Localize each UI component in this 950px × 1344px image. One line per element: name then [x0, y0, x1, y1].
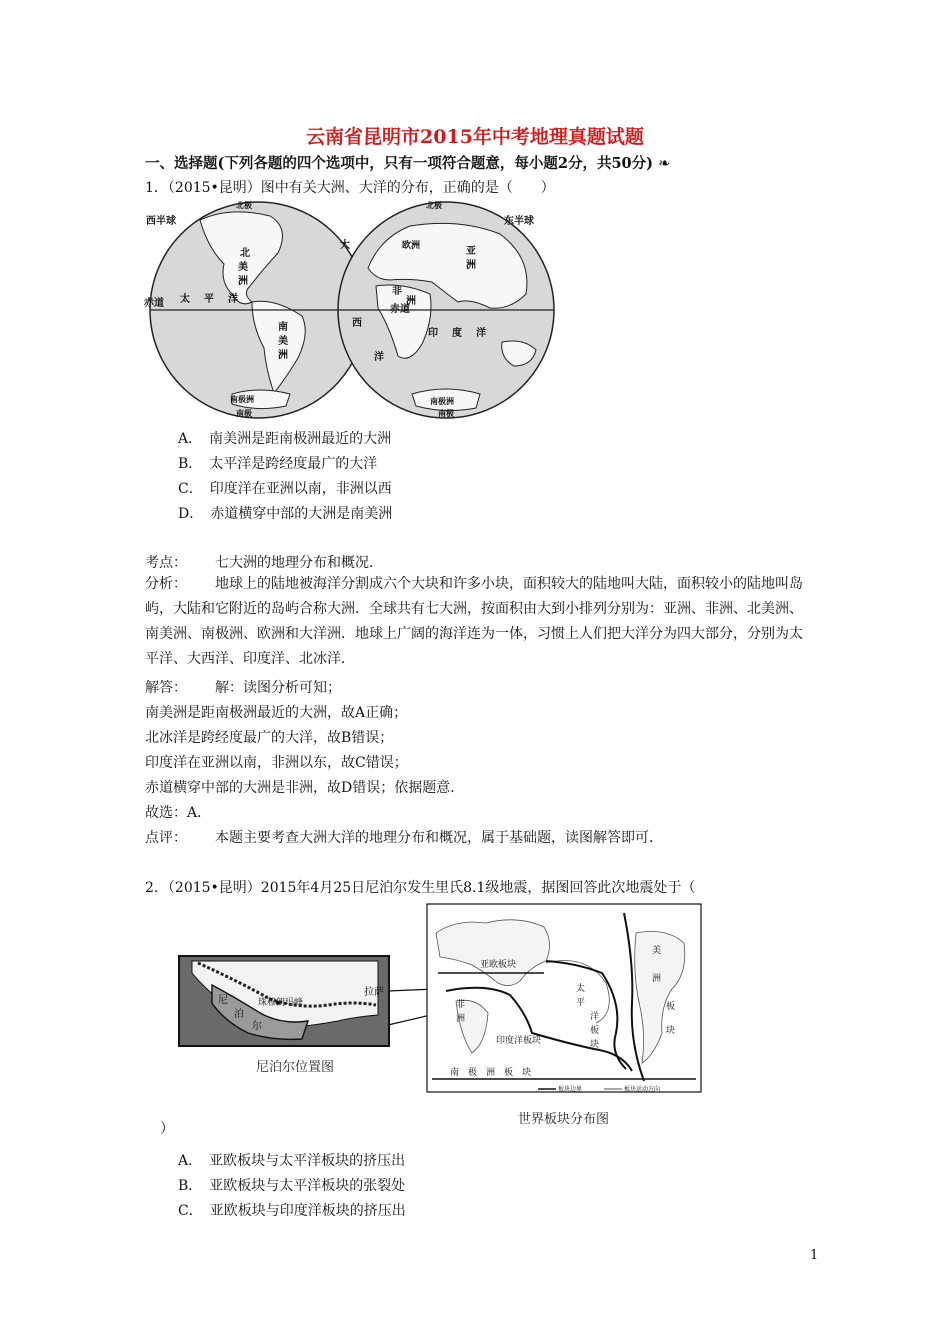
answer-line-4: 赤道横穿中部的大洲是非洲，故D错误；依据题意． — [145, 780, 465, 796]
label-pacific-plate-4: 板 — [590, 1026, 600, 1036]
label-indian-3: 洋 — [476, 328, 486, 339]
section-heading-text: 一、选择题(下列各题的四个选项中，只有一项符合题意，每小题2分，共50分) — [145, 155, 653, 172]
answer-line-3: 印度洋在亚洲以南，非洲以东，故C错误； — [145, 755, 408, 771]
label-equator-east: 赤道 — [390, 304, 410, 315]
label-lhasa: 拉萨 — [364, 987, 384, 998]
q2-stem: 2．（2015•昆明）2015年4月25日尼泊尔发生里氏8.1级地震，据图回答此次地震处于（ — [145, 880, 696, 896]
q1-option-b: B． 太平洋是跨经度最广的大洋 — [178, 456, 378, 472]
page-title: 云南省昆明市2015年中考地理真题试题 — [306, 126, 644, 148]
decorative-ornament-icon: ❧ — [658, 156, 671, 172]
label-south-america-2: 美 — [278, 336, 288, 347]
q1-option-a: A． 南美洲是距南极洲最近的大洲 — [178, 431, 392, 447]
label-equator-west: 赤道 — [144, 298, 164, 309]
q1-fenxi — [145, 572, 810, 672]
eastern-hemisphere — [338, 202, 554, 418]
label-nepal-1: 尼 — [218, 995, 228, 1006]
label-eurasian-plate: 亚欧板块 — [480, 960, 517, 970]
world-plate-map — [426, 903, 702, 1093]
q1-jieda — [145, 677, 341, 697]
q2-option-c: C． 亚欧板块与印度洋板块的挤压出 — [178, 1203, 406, 1219]
label-indian-2: 度 — [452, 328, 462, 339]
q2-option-a: A． 亚欧板块与太平洋板块的挤压出 — [178, 1153, 406, 1169]
label-antarctica-west: 南极洲 — [230, 395, 254, 404]
answer-line-1: 南美洲是距南极洲最近的大洲，故A正确； — [145, 705, 408, 721]
q1-option-d: D． 赤道横穿中部的大洲是南美洲 — [178, 506, 393, 522]
kaodian-text: 七大洲的地理分布和概况． — [215, 555, 383, 571]
label-atlantic-2: 西 — [352, 318, 362, 329]
western-hemisphere — [150, 202, 366, 418]
label-indian-1: 印 — [428, 328, 438, 339]
fenxi-text: 地球上的陆地被海洋分割成六个大块和许多小块，面积较大的陆地叫大陆，面积较小的陆地叫岛屿，大陆和它附近的岛屿合称大洲．全球共有七大洲，按面积由大到小排列分别为：亚洲、非洲、北美洲、南美洲、南极洲、欧洲和大洋洲．地球上广阔的海洋连为一体，习惯上人们把大洋分为四大部分，分别为太平洋、大西洋、印度洋、北冰洋． — [145, 576, 803, 667]
label-north-america-3: 洲 — [238, 276, 248, 287]
dianping-text: 本题主要考查大洲大洋的地理分布和概况，属于基础题，读图解答即可． — [215, 830, 663, 846]
label-atlantic-3: 洋 — [374, 352, 384, 363]
label-south-pole-west: 南极 — [236, 409, 252, 418]
label-american-3: 板 — [666, 1002, 676, 1012]
label-american-1: 美 — [652, 946, 662, 956]
label-pacific-plate-3: 洋 — [590, 1012, 600, 1022]
label-antarctica-east: 南极洲 — [430, 397, 454, 406]
label-indian-plate: 印度洋板块 — [496, 1036, 542, 1046]
label-atlantic-1: 大 — [340, 240, 350, 251]
nepal-map-caption: 尼泊尔位置图 — [256, 1060, 335, 1075]
label-nepal-2: 泊 — [234, 1009, 244, 1020]
label-pacific-plate-5: 块 — [590, 1040, 600, 1050]
nepal-location-map — [178, 955, 390, 1055]
label-nepal-3: 尔 — [252, 1021, 262, 1032]
label-north-america-1: 北 — [240, 248, 250, 259]
label-everest: 珠穆朗玛峰 — [258, 998, 304, 1008]
plate-map-caption: 世界板块分布图 — [518, 1112, 610, 1127]
label-american-4: 块 — [666, 1026, 676, 1036]
label-african-1: 非 — [456, 1000, 466, 1010]
q1-stem: 1．（2015•昆明）图中有关大洲、大洋的分布，正确的是（ ） — [145, 180, 555, 196]
legend-plate-boundary: 板块边界 — [558, 1086, 583, 1093]
label-pacific-plate-2: 平 — [576, 998, 586, 1008]
label-east-hemisphere: 东半球 — [504, 216, 534, 227]
label-antarctic-plate: 南 极 洲 板 块 — [450, 1068, 532, 1078]
section-heading — [145, 152, 670, 173]
label-south-america-3: 洲 — [278, 350, 288, 361]
label-west-hemisphere: 西半球 — [146, 216, 176, 227]
label-asia-1: 亚 — [466, 246, 476, 257]
q1-dianping — [145, 827, 663, 847]
fenxi-label: 分析： — [145, 576, 187, 592]
answer-line-2: 北冰洋是跨经度最广的大洋，故B错误； — [145, 730, 394, 746]
q1-option-c: C． 印度洋在亚洲以南，非洲以西 — [178, 481, 392, 497]
legend-plate-motion: 板块运动方向 — [624, 1086, 661, 1093]
hemisphere-map — [140, 198, 560, 420]
label-europe: 欧洲 — [402, 241, 421, 251]
label-south-pole-east: 南极 — [438, 409, 454, 418]
page-number: 1 — [810, 1248, 819, 1263]
label-american-2: 洲 — [652, 974, 662, 984]
kaodian-label: 考点： — [145, 555, 187, 571]
label-north-pole-west: 北极 — [236, 201, 252, 210]
q2-stem-close: ） — [160, 1121, 174, 1137]
label-africa-1: 非 — [392, 286, 402, 297]
label-pacific-3: 洋 — [228, 294, 238, 305]
label-north-america-2: 美 — [238, 262, 248, 273]
label-pacific-1: 太 — [180, 294, 190, 305]
jieda-label: 解答： — [145, 680, 187, 696]
jieda-text: 解：读图分析可知； — [215, 680, 341, 696]
label-north-pole-east: 北极 — [426, 201, 442, 210]
answer-line-5: 故选：A． — [145, 805, 212, 821]
label-south-america-1: 南 — [278, 322, 288, 333]
dianping-label: 点评： — [145, 830, 187, 846]
label-pacific-2: 平 — [204, 294, 214, 305]
label-africa-2: 洲 — [406, 296, 416, 307]
label-pacific-plate-1: 太 — [576, 984, 586, 994]
q2-option-b: B． 亚欧板块与太平洋板块的张裂处 — [178, 1178, 406, 1194]
label-african-2: 洲 — [456, 1014, 466, 1024]
label-asia-2: 洲 — [466, 260, 476, 271]
q1-kaodian — [145, 552, 383, 572]
